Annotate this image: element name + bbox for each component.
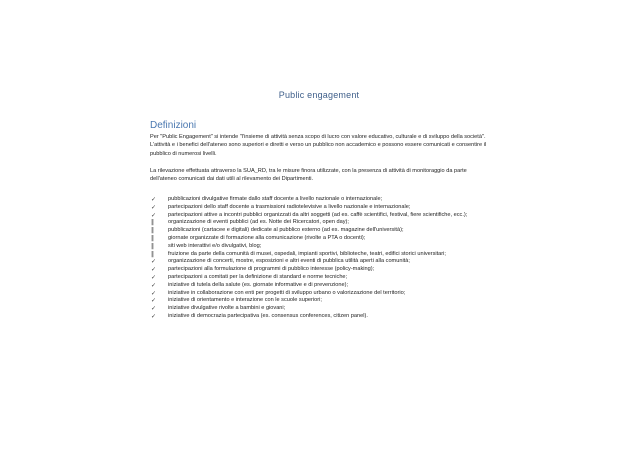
double-bullet-icon: ‖ [151, 234, 154, 242]
list-item [150, 282, 495, 290]
list-item-text: partecipazioni alla formulazione di programmi di pubblico interesse (policy-making); [168, 266, 375, 273]
list-item [150, 219, 495, 227]
check-bullet-icon: ✓ [151, 266, 157, 274]
list-item [150, 251, 495, 259]
activity-list [150, 196, 495, 321]
list-item [150, 305, 495, 313]
list-item-text: siti web interattivi e/o divulgativi, blog; [168, 242, 262, 249]
list-item [150, 313, 495, 321]
list-item [150, 274, 495, 282]
list-item-text: partecipazioni attive a incontri pubblici organizzati da altri soggetti (ad es. caffè scientifici, festival, fiere scientifiche, ecc.); [168, 211, 468, 218]
list-item-text: pubblicazioni (cartacee e digitali) dedicate al pubblico esterno (ad es. magazine dell'università); [168, 227, 404, 234]
section-heading: Definizioni [150, 120, 197, 131]
check-bullet-icon: ✓ [151, 289, 157, 297]
double-bullet-icon: ‖ [151, 242, 154, 250]
double-bullet-icon: ‖ [151, 250, 154, 258]
check-bullet-icon: ✓ [151, 258, 157, 266]
list-item-text: partecipazioni dello staff docente a trasmissioni radiotelevisive a livello nazionale e internazionale; [168, 203, 411, 210]
check-bullet-icon: ✓ [151, 305, 157, 313]
list-item [150, 235, 495, 243]
double-bullet-icon: ‖ [151, 227, 154, 235]
list-item-text: partecipazioni a comitati per la definizione di standard e norme tecniche; [168, 273, 348, 280]
check-bullet-icon: ✓ [151, 312, 157, 320]
list-item [150, 227, 495, 235]
check-bullet-icon: ✓ [151, 281, 157, 289]
list-item-text: iniziative divulgative rivolte a bambini e giovani; [168, 305, 286, 312]
list-item [150, 243, 495, 251]
check-bullet-icon: ✓ [151, 297, 157, 305]
list-item [150, 204, 495, 212]
list-item-text: organizzazione di eventi pubblici (ad es. Notte dei Ricercatori, open day); [168, 219, 349, 226]
double-bullet-icon: ‖ [151, 219, 154, 227]
list-item-text: iniziative di democrazia partecipativa (es. consensus conferences, citizen panel). [168, 312, 368, 319]
check-bullet-icon: ✓ [151, 196, 157, 203]
check-bullet-icon: ✓ [151, 211, 157, 219]
list-item [150, 266, 495, 274]
list-item-text: pubblicazioni divulgative firmate dallo staff docente a livello nazionale o internazionale; [168, 196, 383, 202]
list-item [150, 212, 495, 220]
list-item-text: fruizione da parte della comunità di musei, ospedali, impianti sportivi, biblioteche, teatri, edifici storici universitari; [168, 250, 446, 257]
list-item-text: iniziative in collaborazione con enti per progetti di sviluppo urbano o valorizzazione del territorio; [168, 289, 406, 296]
list-item [150, 196, 495, 204]
list-item [150, 258, 495, 266]
list-item [150, 297, 495, 305]
list-item [150, 290, 495, 298]
paragraph: La rilevazione effettuata attraverso la SUA_RD, tra le misure finora utilizzate, con la presenza di attività di monitoraggio da parte dell'ateneo comunicati dai dati utili al rilevamento dei Dipartimenti. [150, 168, 467, 183]
check-bullet-icon: ✓ [151, 203, 157, 211]
list-item-text: giornate organizzate di formazione alla comunicazione (rivolte a PTA o docenti); [168, 234, 366, 241]
paragraph: Per "Public Engagement" si intende "l'insieme di attività senza scopo di lucro con valore educativo, culturale e di sviluppo della società". L'attività e i benefici dell'ateneo sono superiori e diretti e verso un pubblico non accademico e possono essere comunicati e consentire il pubblico di numerosi livelli. [150, 134, 487, 157]
list-item-text: iniziative di orientamento e interazione con le scuole superiori; [168, 297, 322, 304]
list-item-text: organizzazione di concerti, mostre, esposizioni e altri eventi di pubblica utilità aperti alla comunità; [168, 258, 410, 265]
check-bullet-icon: ✓ [151, 273, 157, 281]
list-item-text: iniziative di tutela della salute (es. giornate informative e di prevenzione); [168, 281, 349, 288]
document-title: Public engagement [278, 90, 360, 100]
